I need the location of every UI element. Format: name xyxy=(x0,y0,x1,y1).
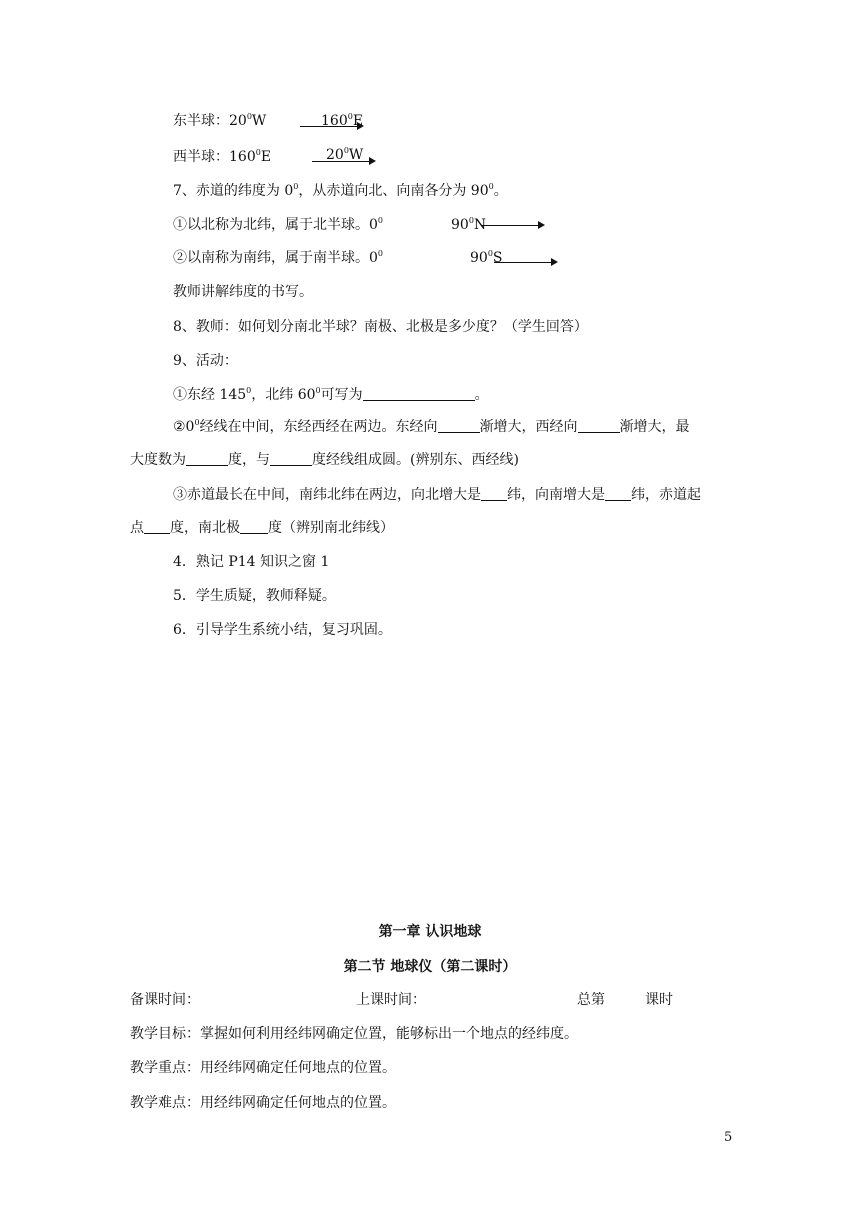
item7-text: 7、赤道的纬度为 $0^0$，从赤道向北、向南各分为 $90^0$。 xyxy=(173,182,508,199)
arrow-line xyxy=(481,225,539,226)
step-6: 6．引导学生系统小结，复习巩固。 xyxy=(173,622,392,638)
arrow-head-icon xyxy=(369,157,376,165)
teaching-difficulty: 教学难点：用经纬网确定任何地点的位置。 xyxy=(130,1095,396,1111)
item9-title: 9、活动： xyxy=(173,353,238,369)
teaching-key-point: 教学重点：用经纬网确定任何地点的位置。 xyxy=(130,1060,396,1076)
page-number: 5 xyxy=(724,1130,733,1145)
answer-blank xyxy=(270,452,312,466)
answer-blank xyxy=(363,387,475,401)
east-hemisphere-end: $160^0E$ xyxy=(321,112,364,129)
answer-blank xyxy=(438,419,480,433)
answer-blank xyxy=(186,452,228,466)
arrow-line xyxy=(494,262,552,263)
item9-question-2-line-2: 大度数为 度，与 度经线组成圆。(辨别东、西经线) xyxy=(130,452,519,468)
answer-blank xyxy=(605,487,631,501)
answer-blank xyxy=(144,520,170,534)
arrow-line xyxy=(300,126,358,127)
west-hemisphere-end: $20^0W$ xyxy=(326,146,364,163)
item8-text: 8、教师：如何划分南北半球？南极、北极是多少度？（学生回答） xyxy=(173,319,588,335)
item9-question-1: ①东经 $145^0$，北纬 $60^0$可写为 。 xyxy=(173,386,489,403)
east-hemisphere-label: 东半球：$20^0W$ xyxy=(173,112,267,129)
answer-blank xyxy=(578,419,620,433)
item9-question-2-line-1: $②0^0$经线在中间，东经西经在两边。东经向 渐增大，西经向 渐增大，最 xyxy=(173,418,690,435)
item9-question-3-line-2: 点 度，南北极 度（辨别南北纬线） xyxy=(130,520,394,536)
answer-blank xyxy=(240,520,268,534)
teaching-goal: 教学目标：掌握如何利用经纬网确定位置，能够标出一个地点的经纬度。 xyxy=(130,1026,578,1042)
step-5: 5．学生质疑，教师释疑。 xyxy=(173,588,336,604)
answer-blank xyxy=(481,487,507,501)
arrow-head-icon xyxy=(357,122,364,130)
total-lesson-prefix: 总第 xyxy=(577,992,605,1008)
south-latitude-text: ②以南称为南纬，属于南半球。$0^0$ xyxy=(173,249,384,266)
west-hemisphere-label: 西半球：$160^0E$ xyxy=(173,148,272,165)
class-time-label: 上课时间： xyxy=(356,992,426,1008)
north-latitude-text: ①以北称为北纬，属于北半球。$0^0$ xyxy=(173,216,384,233)
section-title: 第二节 地球仪（第二课时） xyxy=(343,959,517,975)
chapter-title: 第一章 认识地球 xyxy=(378,924,482,940)
item9-question-3-line-1: ③赤道最长在中间，南纬北纬在两边，向北增大是 纬，向南增大是 纬，赤道起 xyxy=(173,487,701,503)
arrow-line xyxy=(312,161,370,162)
south-latitude-end: $90^0S$ xyxy=(470,249,503,266)
arrow-head-icon xyxy=(538,221,545,229)
step-4: 4．熟记 P14 知识之窗 1 xyxy=(173,554,330,570)
arrow-head-icon xyxy=(551,258,558,266)
teacher-note: 教师讲解纬度的书写。 xyxy=(173,284,313,300)
north-latitude-end: $90^0N$ xyxy=(451,216,487,233)
total-lesson-suffix: 课时 xyxy=(645,992,673,1008)
prep-time-label: 备课时间： xyxy=(130,992,200,1008)
